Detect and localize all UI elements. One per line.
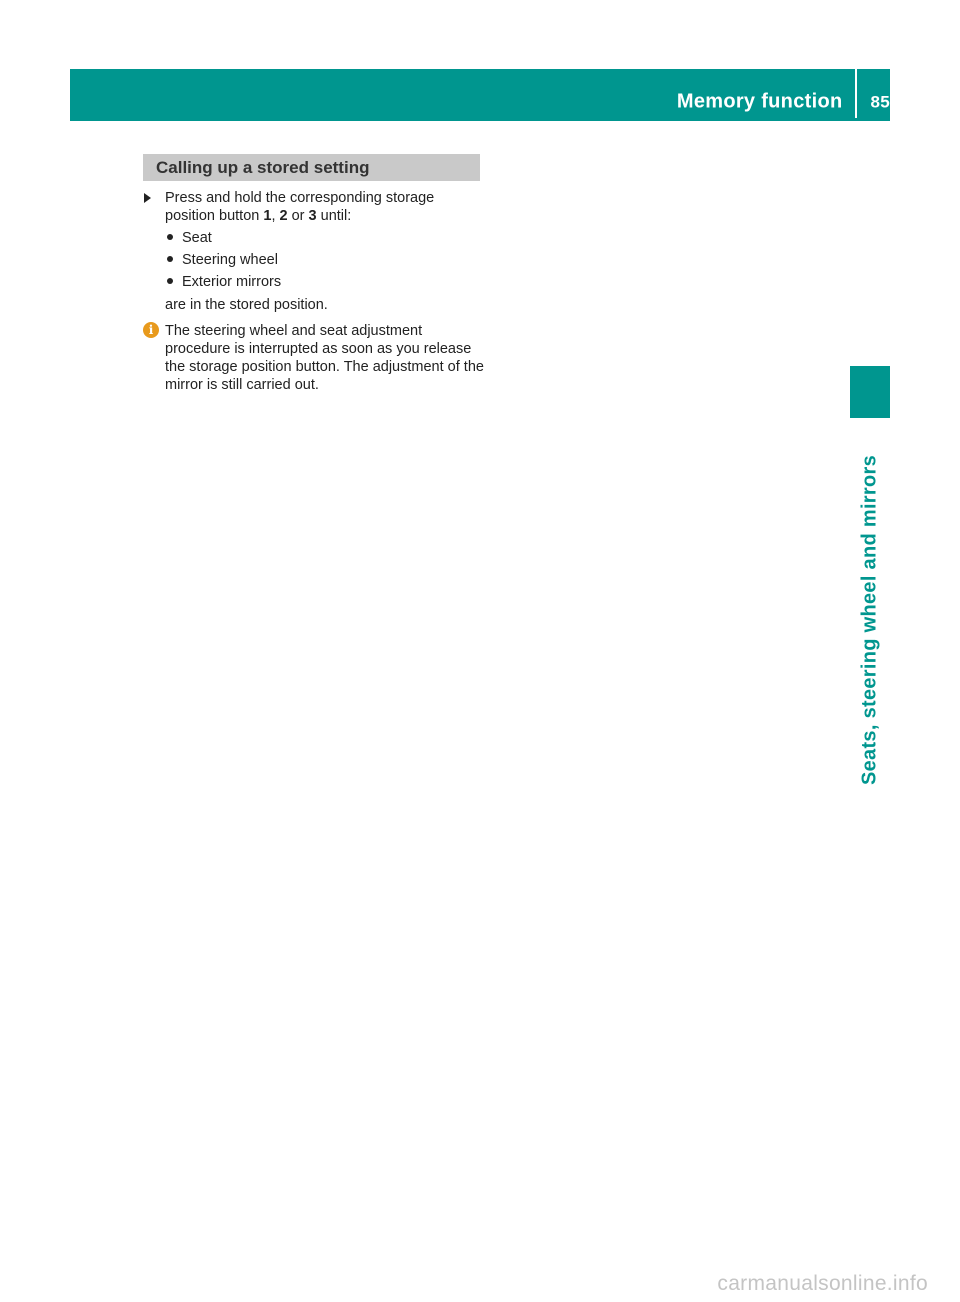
bullet-icon [167,278,173,284]
page-title: Memory function [676,90,843,113]
list-item [165,273,488,291]
page-number: 85 [870,92,890,112]
side-tab-marker [850,366,890,418]
info-note [143,322,488,394]
continuation-text: are in the stored position. [165,297,328,313]
bullet-list [143,229,488,291]
bullet-icon [167,256,173,262]
list-item-text: Steering wheel [182,252,278,268]
list-item-text: Seat [182,230,212,246]
step-sep-1: , [271,208,280,224]
section-content [143,189,488,394]
instruction-step [143,189,488,225]
note-text: The steering wheel and seat adjustment procedure is interrupted as soon as you release the storage position button. The adjustment of the mirror is still carried out. [165,323,484,393]
list-item [165,251,488,269]
step-sep-2: or [287,208,309,224]
storage-button-1: 1 [263,208,272,224]
side-tab-label: Seats, steering wheel and mirrors [858,454,881,786]
list-item [165,229,488,247]
info-icon: i [143,322,159,338]
header [677,86,890,118]
header-divider [855,66,857,118]
step-text-after: until: [316,208,352,224]
arrow-right-icon [144,193,151,203]
section-heading: Calling up a stored setting [143,154,480,181]
step-text-before: Press and hold the corresponding storage position button [165,190,435,224]
storage-button-3: 3 [308,208,317,224]
storage-button-2: 2 [279,208,288,224]
footer-watermark[interactable]: carmanualsonline.info [717,1272,928,1295]
list-item-text: Exterior mirrors [182,274,282,290]
bullet-icon [167,234,173,240]
